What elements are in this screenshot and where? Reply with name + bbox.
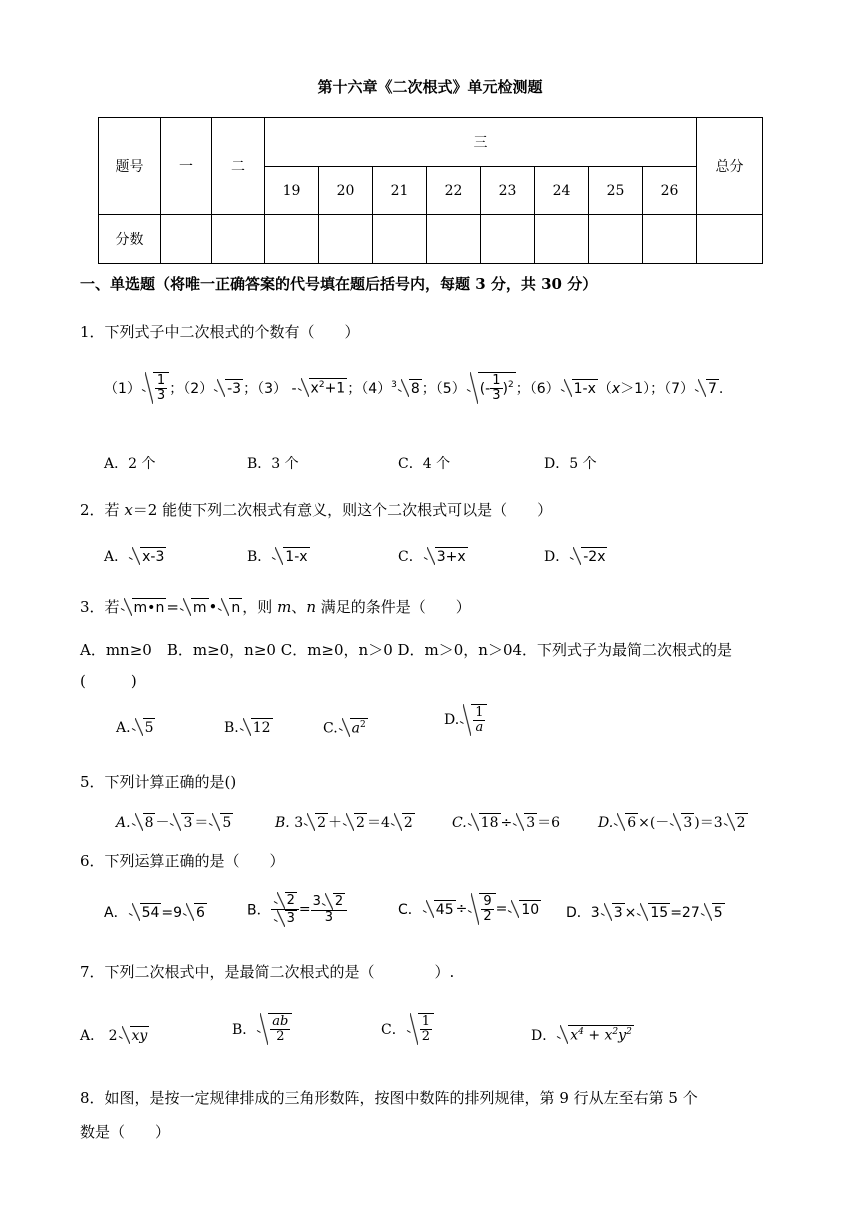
page-title: 第十六章《二次根式》单元检测题 (317, 78, 543, 96)
header-q24: 24 (535, 167, 589, 215)
q1-option-d[interactable]: D．5 个 (544, 456, 597, 472)
header-q25: 25 (589, 167, 643, 215)
q1-option-b[interactable]: B．3 个 (247, 456, 299, 472)
q8-stem-line2: 数是（ ） (80, 1123, 171, 1141)
q2-option-c[interactable]: C． 3+x (398, 549, 466, 565)
header-q22: 22 (427, 167, 481, 215)
q6-option-b[interactable]: B． $\frac{2}{3}$ = 3 2 3 (247, 892, 347, 927)
header-q21: 21 (373, 167, 427, 215)
score-cell[interactable] (643, 215, 697, 264)
header-q26: 26 (643, 167, 697, 215)
q5-option-d[interactable]: D. 6 ×(－ 3 )＝3 2 (598, 815, 746, 831)
score-cell[interactable] (427, 215, 481, 264)
q6-stem: 6．下列运算正确的是（ ） (80, 852, 285, 870)
q1-option-a[interactable]: A．2 个 (104, 456, 156, 472)
q4-option-a[interactable]: A. 5 (116, 720, 154, 736)
section-1-heading: 一、单选题（将唯一正确答案的代号填在题后括号内，每题 3 分，共 30 分） (80, 275, 598, 293)
q4-stem-end: ( ) (80, 672, 137, 690)
q5-stem: 5．下列计算正确的是() (80, 773, 237, 791)
q6-option-a[interactable]: A． 54 =9 6 (104, 905, 205, 921)
q8-stem-line1: 8．如图，是按一定规律排成的三角形数阵，按图中数阵的排列规律，第 9 行从左至右第 5 个 (80, 1089, 698, 1107)
header-total: 总分 (697, 118, 763, 215)
score-cell[interactable] (161, 215, 212, 264)
q3-options-q4-stem: A．mn≥0 B．m≥0，n≥0 C．m≥0，n＞0 D．m＞0，n＞04．下列式子为最简二次根式的是 (80, 641, 733, 659)
q2-stem: 2．若 x＝2 能使下列二次根式有意义，则这个二次根式可以是（ ） (80, 501, 553, 519)
q1-option-c[interactable]: C．4 个 (398, 456, 451, 472)
q6-option-c[interactable]: C． 45 ÷ $\frac{9}{2}$ = 10 (398, 894, 540, 925)
q7-option-c[interactable]: C． $\frac{1}{2}$ (381, 1013, 434, 1045)
row-score-label: 分数 (99, 215, 161, 264)
q7-option-d[interactable]: D． $x^4 + x^2y^2$ (531, 1027, 632, 1044)
header-q20: 20 (319, 167, 373, 215)
score-table (98, 117, 763, 264)
q4-option-d[interactable]: D. $\frac{1}{a}$ (444, 704, 487, 736)
header-section-2: 二 (212, 118, 265, 215)
q1-stem: 1．下列式子中二次根式的个数有（ ） (80, 323, 360, 341)
score-cell[interactable] (535, 215, 589, 264)
header-q23: 23 (481, 167, 535, 215)
q7-option-b[interactable]: B． $\frac{ab}{2}$ (232, 1013, 292, 1045)
score-cell[interactable] (212, 215, 265, 264)
q3-stem: 3．若 m•n = m • n ，则 m、n 满足的条件是（ ） (80, 598, 471, 616)
q5-option-a[interactable]: A. 8 － 3 ＝ 5 (116, 815, 232, 831)
score-cell[interactable] (697, 215, 763, 264)
q1-items: （1） $\frac{1}{3}$ ；（2） -3 ；（3） - $x^2+1$ ；$(4)^3$ 8 ；（5） (- $\frac{1}{3}$ )$^2$ ；（6） 1-x （x＞1）；（7） 7 . (104, 373, 724, 404)
q4-option-c[interactable]: C. $a^2$ (323, 720, 366, 737)
score-cell[interactable] (265, 215, 319, 264)
score-cell[interactable] (373, 215, 427, 264)
q5-option-b[interactable]: B. 3 2 ＋ 2 ＝4 2 (275, 815, 413, 831)
header-q19: 19 (265, 167, 319, 215)
q7-stem: 7．下列二次根式中，是最简二次根式的是（ ）. (80, 963, 455, 981)
q2-option-d[interactable]: D． -2x (544, 549, 606, 565)
score-cell[interactable] (589, 215, 643, 264)
q6-option-d[interactable]: D．3 3 × 15 =27 5 (566, 905, 723, 921)
score-cell[interactable] (319, 215, 373, 264)
q5-option-c[interactable]: C. 18 ÷ 3 ＝6 (452, 815, 561, 831)
header-section-3: 三 (265, 118, 697, 167)
header-section-1: 一 (161, 118, 212, 215)
q2-option-b[interactable]: B． 1-x (247, 549, 308, 565)
header-question-no: 题号 (99, 118, 161, 215)
q2-option-a[interactable]: A． x-3 (104, 549, 165, 565)
q4-option-b[interactable]: B. 12 (224, 720, 271, 736)
score-cell[interactable] (481, 215, 535, 264)
q7-option-a[interactable]: A． 2 xy (80, 1028, 148, 1044)
